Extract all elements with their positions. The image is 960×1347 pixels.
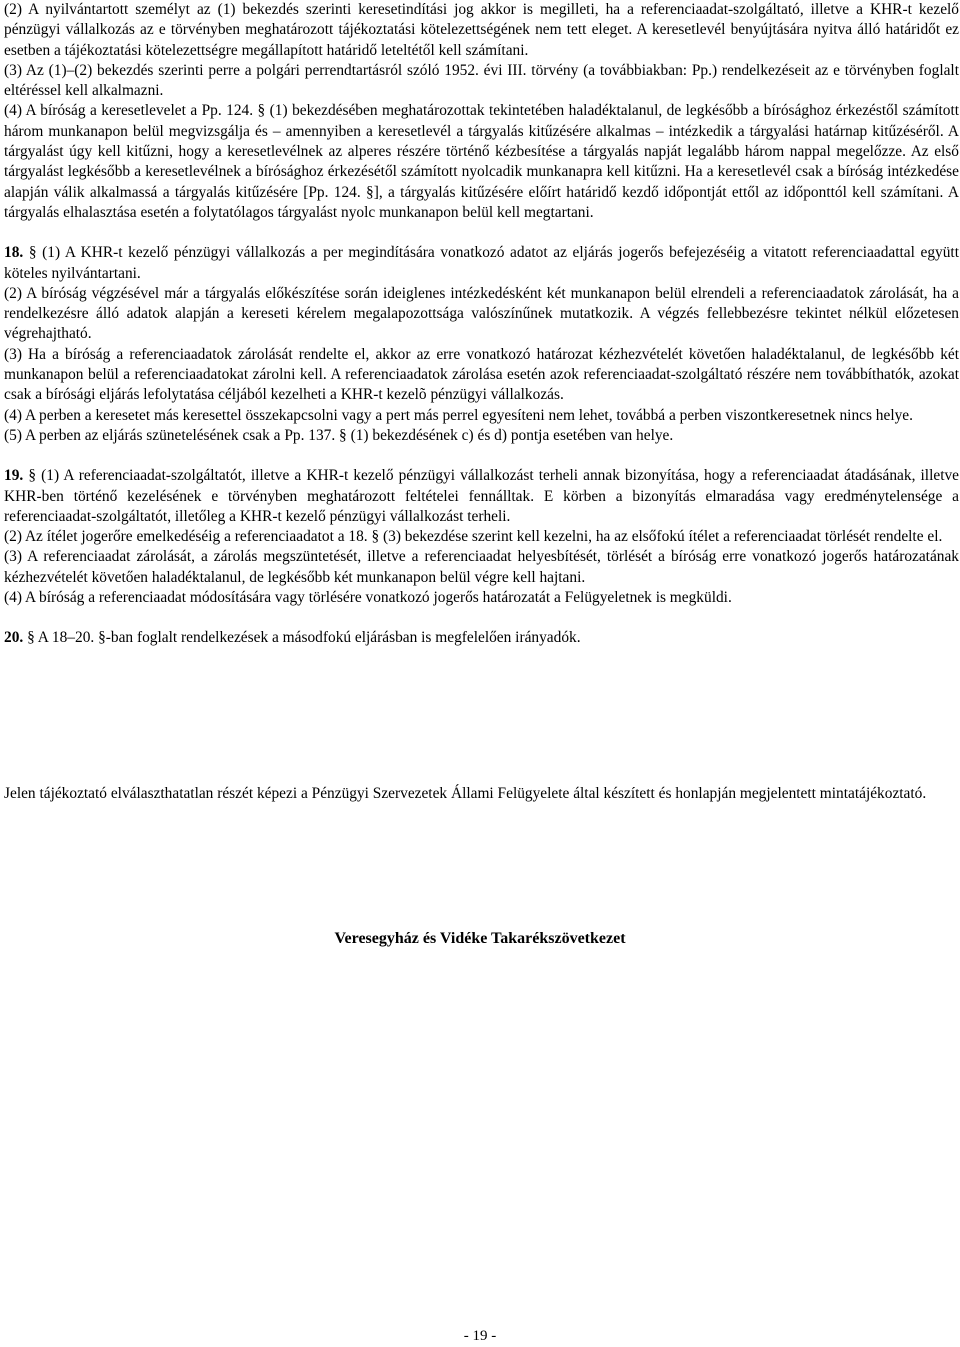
document-body xyxy=(4,0,959,649)
section-18-number: 18. xyxy=(4,244,24,262)
signature-organization: Veresegyház és Vidéke Takarékszövetkezet xyxy=(334,930,626,947)
paragraph-17-3: (3) Az (1)–(2) bekezdés szerinti perre a polgári perrendtartásról szóló 1952. évi III. törvény (a továbbiakban: Pp.) rendelkezéseit az e törvényben foglalt eltéréssel kell alkalmazni. xyxy=(4,61,959,100)
section-18-paragraph-2: (2) A bíróság végzésével már a tárgyalás előkészítése során ideiglenes intézkedésként két munkanapon belül elrendeli a referenciaadatok zárolását, ha a rendelkezésre álló adatok alapján a kereseti kérelem megalapozottsága valószínűnek mutatkozik. A végzés fellebbezésre tekintet nélkül előzetesen végrehajtható. xyxy=(4,284,959,343)
section-18-paragraph-3: (3) Ha a bíróság a referenciaadatok zárolását rendelte el, akkor az erre vonatkozó határozat kézhezvételét követően haladéktalanul, de legkésőbb két munkanapon belül a referenciaadatokat zárolni kell. A referenciaadatok zárolása esetén azok referenciaadat-szolgáltató részére nem továbbíthatók, azokat csak a bírósági eljárás lefolytatása céljából kezelheti a KHR-t kezelõ pénzügyi vállalkozás. xyxy=(4,345,959,404)
section-20-text-1: § A 18–20. §-ban foglalt rendelkezések a másodfokú eljárásban is megfelelően irányadók. xyxy=(27,629,581,647)
section-19-paragraph-1 xyxy=(4,466,959,527)
spacer xyxy=(4,446,959,466)
section-19-paragraph-4: (4) A bíróság a referenciaadat módosítására vagy törlésére vonatkozó jogerős határozatát a Felügyeletnek is megküldi. xyxy=(4,589,732,607)
spacer xyxy=(4,608,959,628)
section-19-number: 19. xyxy=(4,467,24,485)
section-19-paragraph-3: (3) A referenciaadat zárolását, a zárolás megszüntetését, illetve a referenciaadat helyesbítését, törlését a bíróság erre vonatkozó jogerős határozatának kézhezvételét követően haladéktalanul, de legkésőbb két munkanapon belül végre kell hajtani. xyxy=(4,548,959,586)
page-number: - 19 - xyxy=(463,1328,497,1344)
section-19-paragraph-2: (2) Az ítélet jogerőre emelkedéséig a referenciaadatot a 18. § (3) bekezdése szerint kell kezelni, ha az elsőfokú ítélet a referenciaadat törlését rendelte el. xyxy=(4,528,943,546)
section-18-paragraph-4: (4) A perben a keresetet más keresettel összekapcsolni vagy a pert más perrel egyesíteni nem lehet, továbbá a perben viszontkeresetnek nincs helye. xyxy=(4,406,913,424)
section-19-text-1: § (1) A referenciaadat-szolgáltatót, illetve a KHR-t kezelő pénzügyi vállalkozást terheli annak bizonyítása, hogy a referenciaadat átadásának, illetve KHR-ben történő kezelésének e törvényben meghatározott feltételei fennálltak. E körben a bizonyítás elmaradása vagy eredménytelensége a referenciaadat-szolgáltatót, illetőleg a KHR-t kezelő pénzügyi vállalkozást terheli. xyxy=(4,467,959,525)
closing-statement: Jelen tájékoztató elválaszthatatlan részét képezi a Pénzügyi Szervezetek Állami Felügyelete által készített és honlapján megjelentett mintatájékoztató. xyxy=(4,785,927,802)
section-18-text-1: § (1) A KHR-t kezelő pénzügyi vállalkozás a per megindítására vonatkozó adatot az eljárás jogerős befejezéséig a vitatott referenciaadattal együtt köteles nyilvántartani. xyxy=(4,244,959,282)
section-18-paragraph-1 xyxy=(4,243,959,284)
paragraph-17-2: (2) A nyilvántartott személyt az (1) bekezdés szerinti keresetindítási jog akkor is megilleti, ha a referenciaadat-szolgáltató, illetve a KHR-t kezelő pénzügyi vállalkozás az e törvényben meghatározott tájékoztatási kötelezettségének nem tett eleget. A keresetlevél benyújtására nyitva álló határidőt ez esetben a tájékoztatási kötelezettségre megállapított határidő leteltétől kell számítani. xyxy=(4,1,959,59)
section-20-paragraph-1 xyxy=(4,628,959,648)
paragraph-17-4: (4) A bíróság a keresetlevelet a Pp. 124. § (1) bekezdésében meghatározottak tekintetében haladéktalanul, de legkésőbb a bírósághoz érkezéstől számított három munkanapon belül megvizsgálja és – amennyiben a keresetlevél a tárgyalás kitűzésére alkalmas – intézkedik a tárgyalási határnap kitűzéséről. A tárgyalást úgy kell kitűzni, hogy a keresetlevélnek az alperes részére történő kézbesítése a tárgyalás napját legalább három nappal megelőzze. Az első tárgyalást legkésőbb a keresetlevélnek a bírósághoz érkezésétől számított nyolcadik munkanapra kell kitűzni. Ha a keresetlevél csak a bíróság intézkedése alapján válik alkalmassá a tárgyalás kitűzésére [Pp. 124. §], a tárgyalás kitűzésére előírt határidő kezdő időpontját ettől az időponttól kell számítani. A tárgyalás elhalasztása esetén a folytatólagos tárgyalást nyolc munkanapon belül kell megtartani. xyxy=(4,102,959,221)
section-18-paragraph-5: (5) A perben az eljárás szünetelésének csak a Pp. 137. § (1) bekezdésének c) és d) pontja esetében van helye. xyxy=(4,426,674,444)
section-20-number: 20. xyxy=(4,629,24,647)
spacer xyxy=(4,223,959,243)
